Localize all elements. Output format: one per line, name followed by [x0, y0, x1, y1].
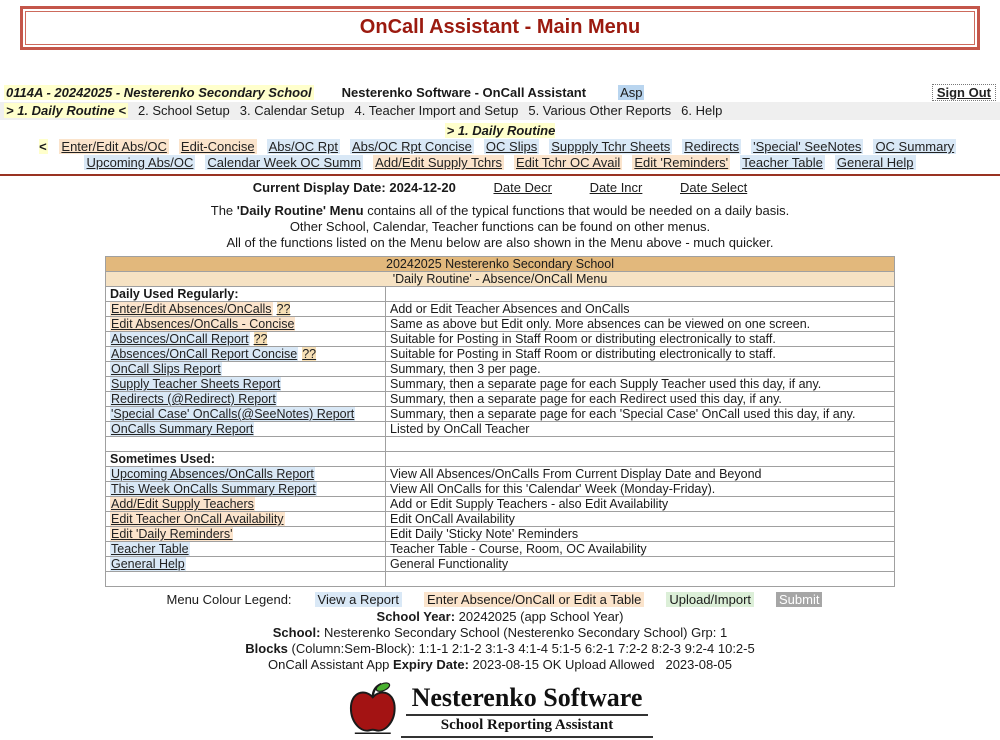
- submenu-link[interactable]: Abs/OC Rpt Concise: [351, 139, 472, 154]
- intro-line-2: Other School, Calendar, Teacher functions can be found on other menus.: [289, 219, 711, 234]
- page-title: OnCall Assistant - Main Menu: [359, 16, 641, 38]
- submenu-links-1: [54, 139, 961, 154]
- menu-item-link[interactable]: Teacher Table: [111, 542, 189, 556]
- menu-item-link[interactable]: Absences/OnCall Report: [111, 332, 249, 346]
- submenu-link[interactable]: Enter/Edit Abs/OC: [61, 139, 167, 154]
- table-cell-desc: Same as above but Edit only. More absences can be viewed on one screen.: [386, 317, 895, 332]
- menu-item-link[interactable]: This Week OnCalls Summary Report: [111, 482, 316, 496]
- menu-item-link[interactable]: Absences/OnCall Report Concise: [111, 347, 298, 361]
- table-cell-link: [106, 527, 386, 542]
- table-row: [106, 452, 895, 467]
- submenu-line-1: [0, 123, 1000, 155]
- table-cell-link: [106, 287, 386, 302]
- table-cell-link: [106, 542, 386, 557]
- menu-table: [105, 256, 895, 587]
- main-menu-tab-calendar-setup[interactable]: 3. Calendar Setup: [239, 103, 345, 118]
- table-cell-link: [106, 422, 386, 437]
- table-row: [106, 467, 895, 482]
- red-divider: [0, 174, 1000, 176]
- table-cell-link: [106, 392, 386, 407]
- table-cell-desc: Add or Edit Supply Teachers - also Edit Availability: [386, 497, 895, 512]
- table-row: [106, 437, 895, 452]
- table-cell-link: [106, 332, 386, 347]
- intro-line-1: The 'Daily Routine' Menu contains all of the typical functions that would be needed on a daily basis.: [210, 203, 790, 218]
- table-cell-desc: Edit Daily 'Sticky Note' Reminders: [386, 527, 895, 542]
- header-bar: [4, 84, 996, 101]
- table-row: [106, 482, 895, 497]
- table-cell-link: [106, 557, 386, 572]
- table-cell-desc: [386, 437, 895, 452]
- table-row: [106, 512, 895, 527]
- submenu-link[interactable]: Abs/OC Rpt: [268, 139, 338, 154]
- submenu-link[interactable]: Edit Tchr OC Avail: [516, 155, 621, 170]
- menu-item-link[interactable]: Enter/Edit Absences/OnCalls: [111, 302, 272, 316]
- title-banner-inner: [25, 11, 975, 45]
- table-header-menu: 'Daily Routine' - Absence/OnCall Menu: [106, 272, 895, 287]
- table-cell-desc: Listed by OnCall Teacher: [386, 422, 895, 437]
- submenu-link[interactable]: Edit-Concise: [180, 139, 255, 154]
- table-row: [106, 302, 895, 317]
- help-link[interactable]: ??: [253, 332, 268, 346]
- help-link[interactable]: ??: [302, 347, 317, 361]
- logo-text: [401, 683, 654, 738]
- table-row: [106, 377, 895, 392]
- menu-item-link[interactable]: Add/Edit Supply Teachers: [111, 497, 254, 511]
- table-cell-desc: [386, 287, 895, 302]
- menu-colour-legend: [0, 592, 1000, 607]
- table-cell-desc: Suitable for Posting in Staff Room or distributing electronically to staff.: [386, 347, 895, 362]
- table-cell-desc: Summary, then a separate page for each Supply Teacher used this day, if any.: [386, 377, 895, 392]
- submenu-link[interactable]: 'Special' SeeNotes: [753, 139, 862, 154]
- table-row: [106, 557, 895, 572]
- menu-item-link[interactable]: Upcoming Absences/OnCalls Report: [111, 467, 314, 481]
- table-row: [106, 422, 895, 437]
- main-menu-active-tab[interactable]: > 1. Daily Routine <: [6, 103, 126, 118]
- table-cell-link: [106, 497, 386, 512]
- intro-line-3: All of the functions listed on the Menu below are also shown in the Menu above - much quicker.: [226, 235, 774, 250]
- main-menu-tab-school-setup[interactable]: 2. School Setup: [137, 103, 230, 118]
- menu-item-link[interactable]: Edit Teacher OnCall Availability: [111, 512, 284, 526]
- menu-item-link[interactable]: Redirects (@Redirect) Report: [111, 392, 276, 406]
- main-menu-tab-teacher-import[interactable]: 4. Teacher Import and Setup: [354, 103, 519, 118]
- table-cell-link: [106, 377, 386, 392]
- table-cell-desc: Teacher Table - Course, Room, OC Availability: [386, 542, 895, 557]
- submenu-link[interactable]: Teacher Table: [742, 155, 823, 170]
- menu-item-link[interactable]: 'Special Case' OnCalls(@SeeNotes) Report: [111, 407, 355, 421]
- legend-item: Submit: [776, 592, 822, 607]
- legend-item: Upload/Import: [666, 592, 754, 607]
- table-row: [106, 332, 895, 347]
- legend-label: Menu Colour Legend:: [166, 592, 292, 607]
- sub-menu: [0, 123, 1000, 171]
- apple-icon: [347, 681, 397, 740]
- legend-item: View a Report: [315, 592, 402, 607]
- main-menu-bar: [0, 102, 1000, 120]
- legend-items: [304, 592, 834, 607]
- menu-item-link[interactable]: General Help: [111, 557, 185, 571]
- date-incr-link[interactable]: Date Incr: [589, 180, 643, 195]
- table-cell-desc: Suitable for Posting in Staff Room or distributing electronically to staff.: [386, 332, 895, 347]
- menu-item-link[interactable]: Edit 'Daily Reminders': [111, 527, 233, 541]
- table-row: [106, 527, 895, 542]
- table-cell-link: [106, 482, 386, 497]
- school-line: School: Nesterenko Secondary School (Nesterenko Secondary School) Grp: 1: [272, 625, 728, 640]
- app-title: Nesterenko Software - OnCall Assistant: [341, 85, 587, 100]
- table-cell-desc: General Functionality: [386, 557, 895, 572]
- table-row: [106, 407, 895, 422]
- submenu-link[interactable]: Calendar Week OC Summ: [207, 155, 362, 170]
- expiry-line: OnCall Assistant App Expiry Date: 2023-08-15 OK Upload Allowed 2023-08-05: [268, 657, 732, 672]
- submenu-link[interactable]: Redirects: [684, 139, 740, 154]
- table-cell-link: [106, 302, 386, 317]
- date-decr-link[interactable]: Date Decr: [493, 180, 552, 195]
- table-cell-link: [106, 467, 386, 482]
- menu-item-link[interactable]: OnCall Slips Report: [111, 362, 221, 376]
- table-cell-desc: Summary, then a separate page for each Redirect used this day, if any.: [386, 392, 895, 407]
- submenu-active-label[interactable]: > 1. Daily Routine <: [38, 123, 556, 154]
- school-code-label: 0114A - 20242025 - Nesterenko Secondary School: [6, 85, 312, 100]
- table-cell-link: [106, 407, 386, 422]
- submenu-links-2: [79, 155, 920, 170]
- table-cell-desc: Summary, then 3 per page.: [386, 362, 895, 377]
- table-row: [106, 287, 895, 302]
- table-cell-desc: View All Absences/OnCalls From Current Display Date and Beyond: [386, 467, 895, 482]
- table-cell-link: [106, 452, 386, 467]
- table-cell-desc: Edit OnCall Availability: [386, 512, 895, 527]
- table-cell-link: [106, 362, 386, 377]
- submenu-link[interactable]: Edit 'Reminders': [634, 155, 729, 170]
- blocks-line: Blocks (Column:Sem-Block): 1:1-1 2:1-2 3:1-3 4:1-4 5:1-5 6:2-1 7:2-2 8:2-3 9:2-4 10:2-5: [245, 641, 755, 656]
- table-cell-link: [106, 572, 386, 587]
- date-bar: [0, 180, 1000, 195]
- table-cell-desc: Add or Edit Teacher Absences and OnCalls: [386, 302, 895, 317]
- school-year-line: School Year: 20242025 (app School Year): [376, 609, 624, 624]
- submenu-line-2: [0, 155, 1000, 171]
- menu-item-link[interactable]: Edit Absences/OnCalls - Concise: [111, 317, 295, 331]
- vendor-logo: [0, 681, 1000, 740]
- table-row: [106, 497, 895, 512]
- table-cell-link: [106, 317, 386, 332]
- date-select-link[interactable]: Date Select: [680, 180, 748, 195]
- sign-out-button[interactable]: Sign Out: [932, 84, 996, 101]
- menu-table-body: [106, 287, 895, 587]
- table-cell-desc: View All OnCalls for this 'Calendar' Week (Monday-Friday).: [386, 482, 895, 497]
- section-label: Daily Used Regularly:: [110, 287, 239, 301]
- footer-info: [0, 609, 1000, 673]
- logo-tagline: School Reporting Assistant: [401, 716, 654, 738]
- menu-item-link[interactable]: Supply Teacher Sheets Report: [111, 377, 281, 391]
- submenu-link[interactable]: General Help: [836, 155, 914, 170]
- help-link[interactable]: ??: [276, 302, 291, 316]
- table-cell-desc: Summary, then a separate page for each 'Special Case' OnCall used this day, if any.: [386, 407, 895, 422]
- submenu-link[interactable]: Upcoming Abs/OC: [86, 155, 194, 170]
- main-menu-tab-help[interactable]: 6. Help: [681, 103, 723, 118]
- table-row: [106, 347, 895, 362]
- table-cell-desc: [386, 452, 895, 467]
- table-header-school: 20242025 Nesterenko Secondary School: [106, 257, 895, 272]
- table-row: [106, 317, 895, 332]
- logo-name: Nesterenko Software: [406, 683, 649, 716]
- main-menu-tab-other-reports[interactable]: 5. Various Other Reports: [528, 103, 672, 118]
- current-date-label: Current Display Date: 2024-12-20: [252, 180, 456, 195]
- legend-item: Enter Absence/OnCall or Edit a Table: [424, 592, 644, 607]
- asp-tag: Asp: [620, 85, 643, 100]
- table-cell-link: [106, 512, 386, 527]
- section-label: Sometimes Used:: [110, 452, 215, 466]
- table-cell-link: [106, 437, 386, 452]
- current-date-value: 2024-12-20: [389, 180, 456, 195]
- table-row: [106, 542, 895, 557]
- table-row: [106, 572, 895, 587]
- submenu-link[interactable]: OC Slips: [485, 139, 538, 154]
- table-row: [106, 362, 895, 377]
- submenu-link[interactable]: OC Summary: [875, 139, 955, 154]
- title-banner: [20, 6, 980, 50]
- table-cell-link: [106, 347, 386, 362]
- table-cell-desc: [386, 572, 895, 587]
- menu-item-link[interactable]: OnCalls Summary Report: [111, 422, 254, 436]
- intro-text: [0, 203, 1000, 251]
- submenu-link[interactable]: Suppply Tchr Sheets: [551, 139, 671, 154]
- table-row: [106, 392, 895, 407]
- submenu-link[interactable]: Add/Edit Supply Tchrs: [375, 155, 503, 170]
